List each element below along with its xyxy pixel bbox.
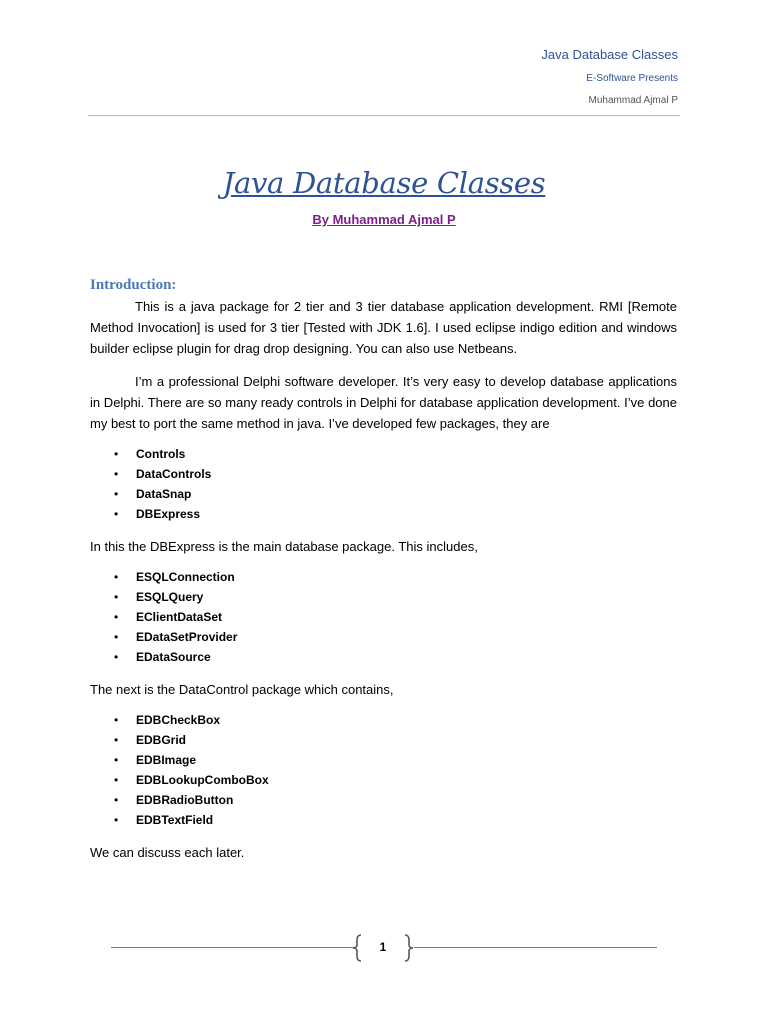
bullet-icon: • bbox=[114, 467, 119, 481]
list-item bbox=[90, 750, 677, 770]
list-item-label: EDBTextField bbox=[136, 813, 214, 827]
footer-rule-right bbox=[414, 947, 657, 948]
bullet-icon: • bbox=[114, 650, 119, 664]
header-title: Java Database Classes bbox=[541, 47, 678, 62]
dbexpress-items-list bbox=[90, 567, 677, 667]
list-item-label: EDBGrid bbox=[136, 733, 187, 747]
datacontrol-intro: The next is the DataControl package which contains, bbox=[90, 682, 394, 697]
list-item-label: DataControls bbox=[136, 467, 212, 481]
list-item bbox=[90, 484, 677, 504]
list-item-label: EDataSetProvider bbox=[136, 630, 238, 644]
bullet-icon: • bbox=[114, 610, 119, 624]
list-item-label: DataSnap bbox=[136, 487, 192, 501]
list-item bbox=[90, 647, 677, 667]
list-item-label: EDBRadioButton bbox=[136, 793, 234, 807]
bullet-icon: • bbox=[114, 793, 119, 807]
header-subtitle: E-Software Presents bbox=[586, 73, 678, 84]
bullet-icon: • bbox=[114, 713, 119, 727]
list-item-label: EDBImage bbox=[136, 753, 197, 767]
list-item bbox=[90, 710, 677, 730]
page-number-frame bbox=[352, 933, 414, 963]
list-item bbox=[90, 770, 677, 790]
footer-rule-left bbox=[111, 947, 354, 948]
bullet-icon: • bbox=[114, 733, 119, 747]
list-item-label: Controls bbox=[136, 447, 186, 461]
section-heading-introduction: Introduction: bbox=[90, 277, 177, 293]
list-item bbox=[90, 810, 677, 830]
bullet-icon: • bbox=[114, 753, 119, 767]
list-item bbox=[90, 790, 677, 810]
list-item-label: ESQLConnection bbox=[136, 570, 235, 584]
bullet-icon: • bbox=[114, 570, 119, 584]
list-item bbox=[90, 464, 677, 484]
list-item-label: EDBCheckBox bbox=[136, 713, 221, 727]
document-byline: By Muhammad Ajmal P bbox=[312, 212, 456, 227]
bullet-icon: • bbox=[114, 487, 119, 501]
document-title: Java Database Classes bbox=[222, 166, 546, 200]
bullet-icon: • bbox=[114, 507, 119, 521]
bullet-icon: • bbox=[114, 590, 119, 604]
list-item bbox=[90, 567, 677, 587]
document-body bbox=[90, 274, 677, 863]
page-header bbox=[278, 46, 678, 107]
header-author: Muhammad Ajmal P bbox=[588, 95, 678, 106]
list-item-label: ESQLQuery bbox=[136, 590, 204, 604]
list-item bbox=[90, 730, 677, 750]
list-item bbox=[90, 444, 677, 464]
intro-paragraph-2: I’m a professional Delphi software developer. It’s very easy to develop database applications in Delphi. There are so many ready controls in Delphi for database application development. I’ve done my best to port the same method in java. I’ve developed few packages, they are bbox=[90, 374, 677, 431]
packages-list bbox=[90, 444, 677, 524]
list-item-label: EDataSource bbox=[136, 650, 211, 664]
list-item-label: EDBLookupComboBox bbox=[136, 773, 269, 787]
list-item bbox=[90, 504, 677, 524]
list-item-label: EClientDataSet bbox=[136, 610, 223, 624]
header-divider bbox=[88, 115, 680, 116]
page-number: 1 bbox=[379, 940, 387, 954]
bullet-icon: • bbox=[114, 630, 119, 644]
datacontrol-items-list bbox=[90, 710, 677, 830]
closing-text: We can discuss each later. bbox=[90, 845, 245, 860]
bullet-icon: • bbox=[114, 447, 119, 461]
list-item-label: DBExpress bbox=[136, 507, 201, 521]
bullet-icon: • bbox=[114, 773, 119, 787]
dbexpress-intro: In this the DBExpress is the main database package. This includes, bbox=[90, 539, 478, 554]
list-item bbox=[90, 587, 677, 607]
bullet-icon: • bbox=[114, 813, 119, 827]
list-item bbox=[90, 627, 677, 647]
intro-paragraph-1: This is a java package for 2 tier and 3 tier database application development. RMI [Remote Method Invocation] is used for 3 tier [Tested with JDK 1.6]. I used eclipse indigo edition and windows builder eclipse plugin for drag drop designing. You can also use Netbeans. bbox=[90, 299, 677, 356]
list-item bbox=[90, 607, 677, 627]
